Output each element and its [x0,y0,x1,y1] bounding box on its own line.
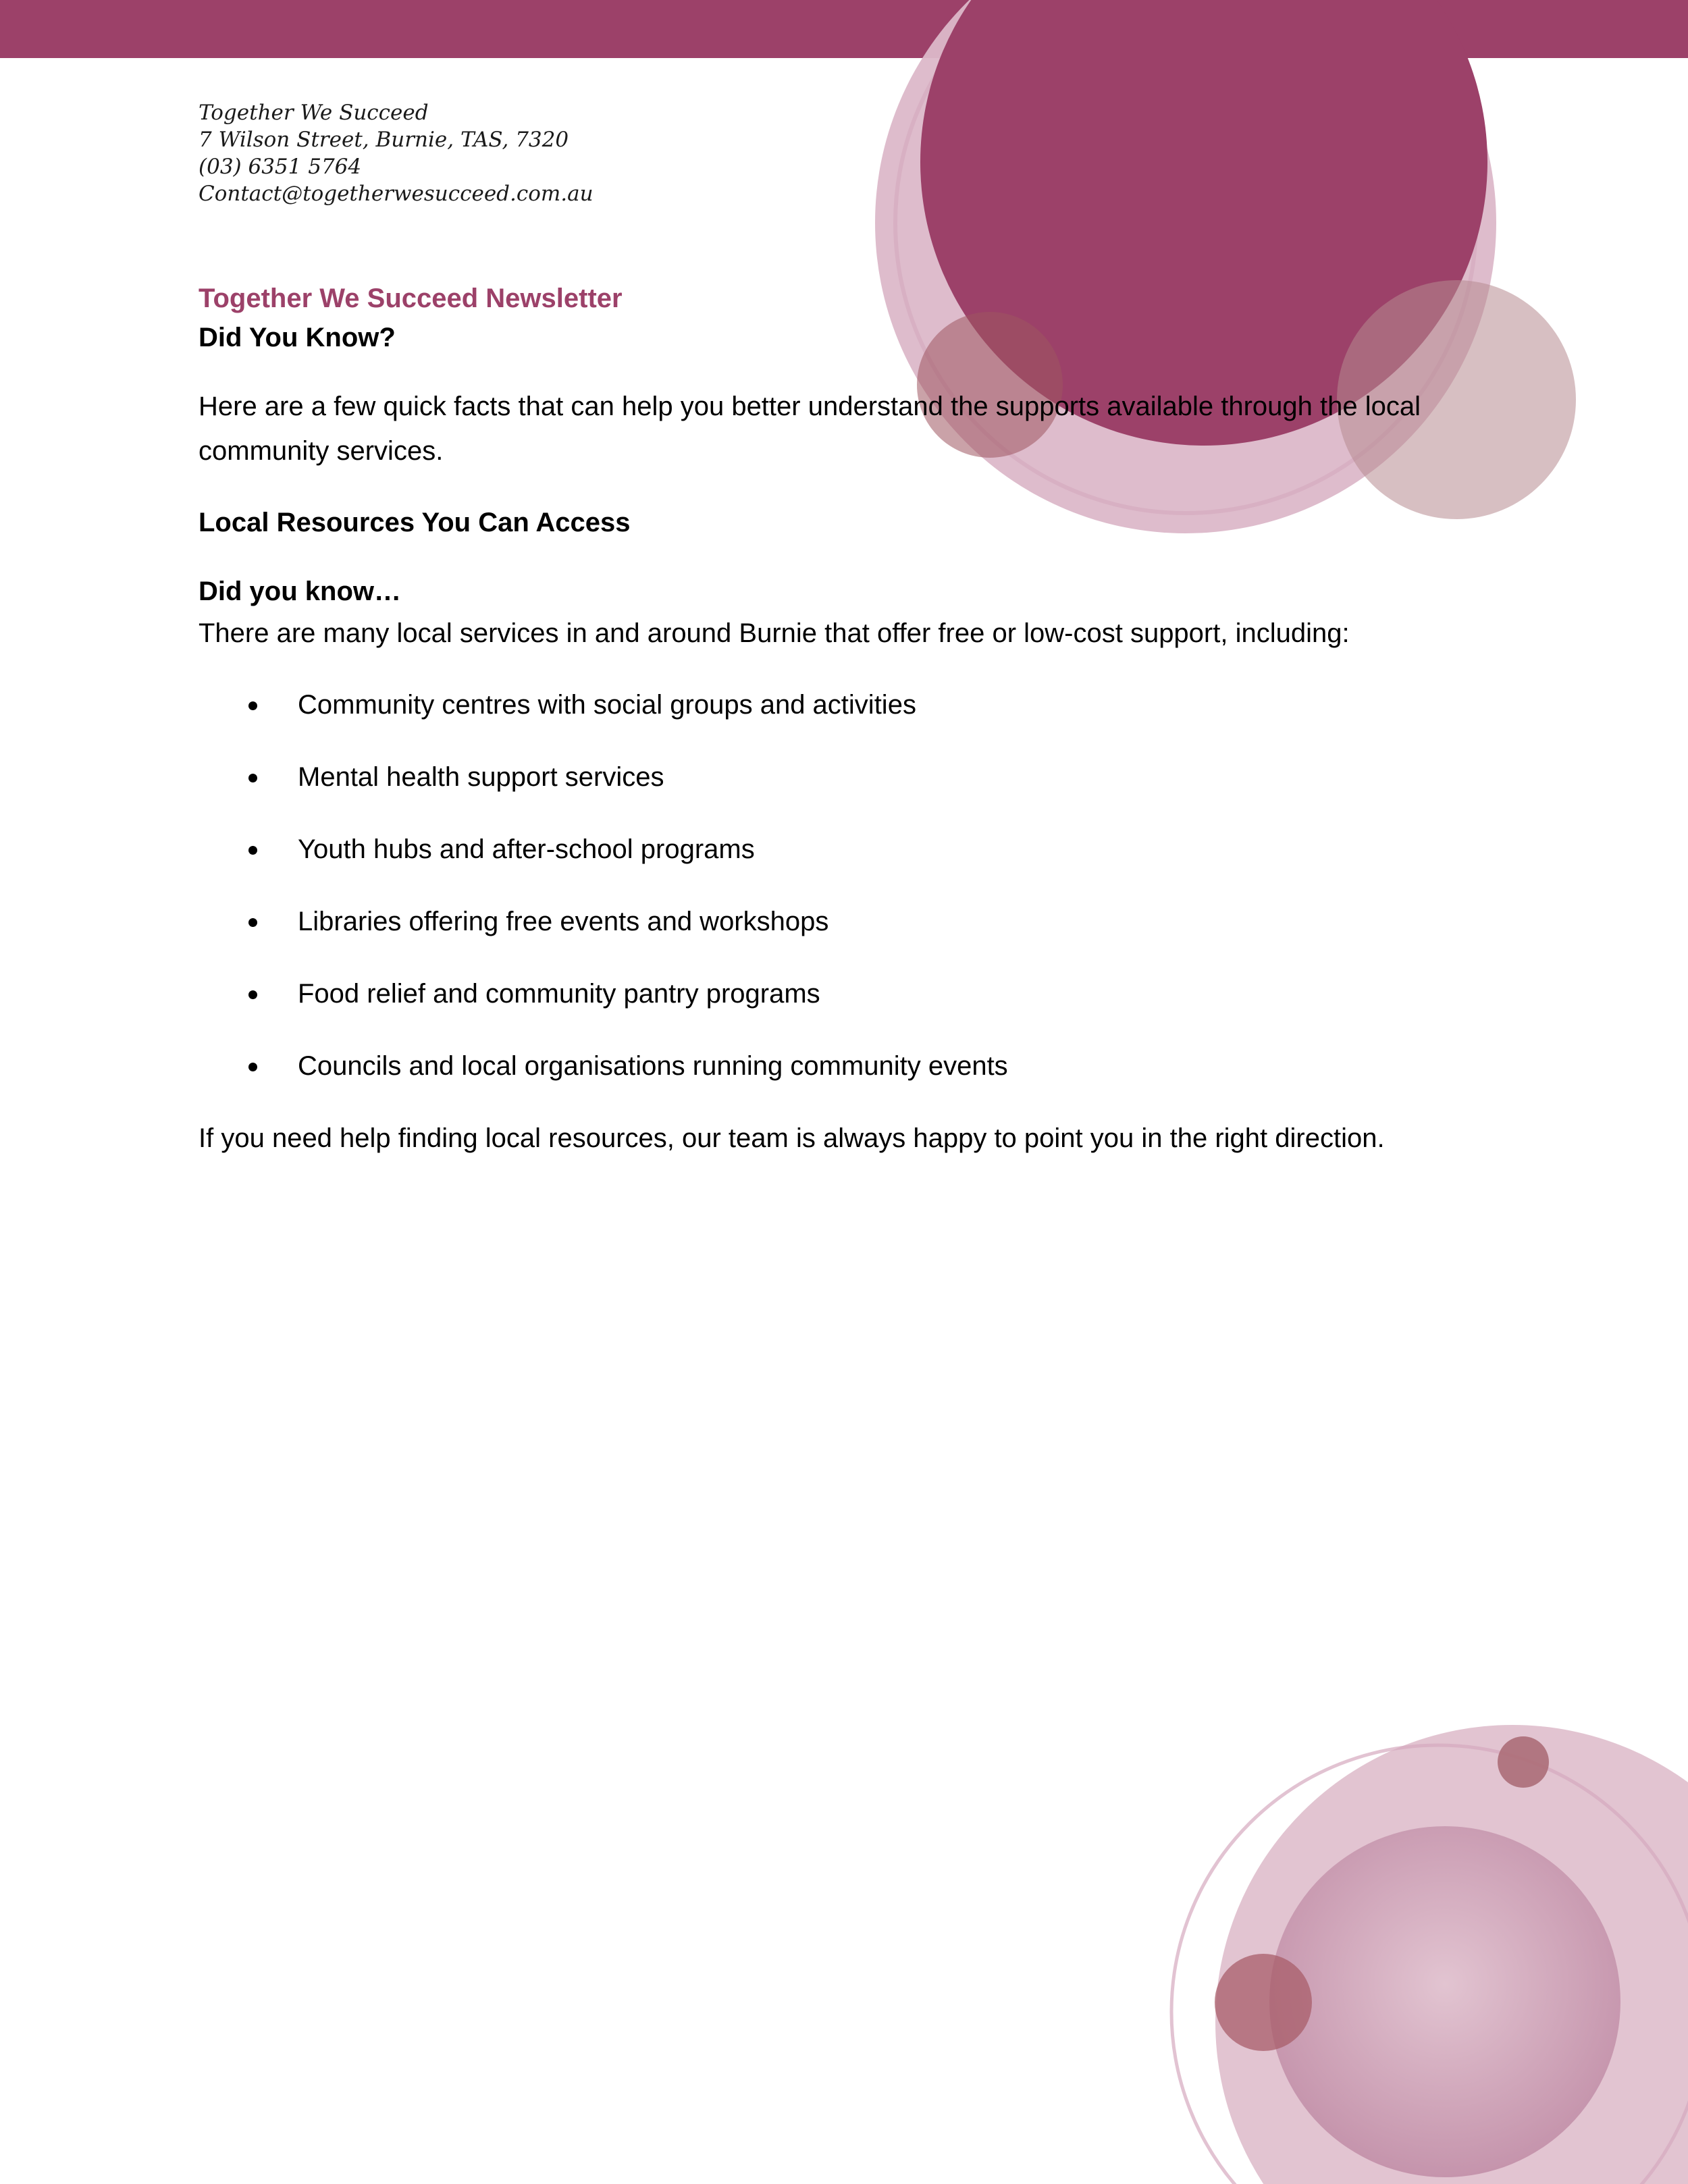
list-item [199,971,1481,1044]
newsletter-title: Together We Succeed Newsletter [199,284,623,313]
list-item-text: Youth hubs and after-school programs [298,834,755,864]
did-you-know-heading: Did you know… [199,577,401,606]
bullet-icon [248,990,257,999]
bullet-icon [248,918,257,927]
sender-email: Contact@togetherwesucceed.com.au [199,182,594,206]
bullet-icon [248,1063,257,1071]
list-item-text: Community centres with social groups and activities [298,690,916,720]
bullet-icon [248,774,257,782]
newsletter-body [199,279,1481,1161]
list-item [199,827,1481,899]
sender-street: 7 Wilson Street, Burnie, TAS, 7320 [199,128,569,152]
lead-paragraph: There are many local services in and around Burnie that offer free or low-cost support, including: [199,618,1350,648]
bullet-icon [248,846,257,855]
decorative-circles-bottom [1114,1701,1688,2184]
bullet-icon [248,701,257,710]
list-item-text: Mental health support services [298,762,664,792]
sender-name: Together We Succeed [199,101,429,125]
list-item [199,755,1481,827]
sender-address-block [199,99,594,207]
list-item [199,683,1481,755]
intro-paragraph: Here are a few quick facts that can help you better understand the supports available through the local community services. [199,392,1421,466]
list-item-text: Food relief and community pantry programs [298,979,820,1009]
list-item [199,899,1481,971]
sender-phone: (03) 6351 5764 [199,155,362,179]
list-item [199,1044,1481,1097]
list-item-text: Libraries offering free events and workshops [298,907,829,936]
closing-paragraph: If you need help finding local resources, our team is always happy to point you in the right direction. [199,1123,1385,1153]
list-item-text: Councils and local organisations running community events [298,1051,1008,1081]
newsletter-subtitle: Did You Know? [199,323,396,352]
section-heading: Local Resources You Can Access [199,508,631,537]
resource-list [199,683,1481,1097]
